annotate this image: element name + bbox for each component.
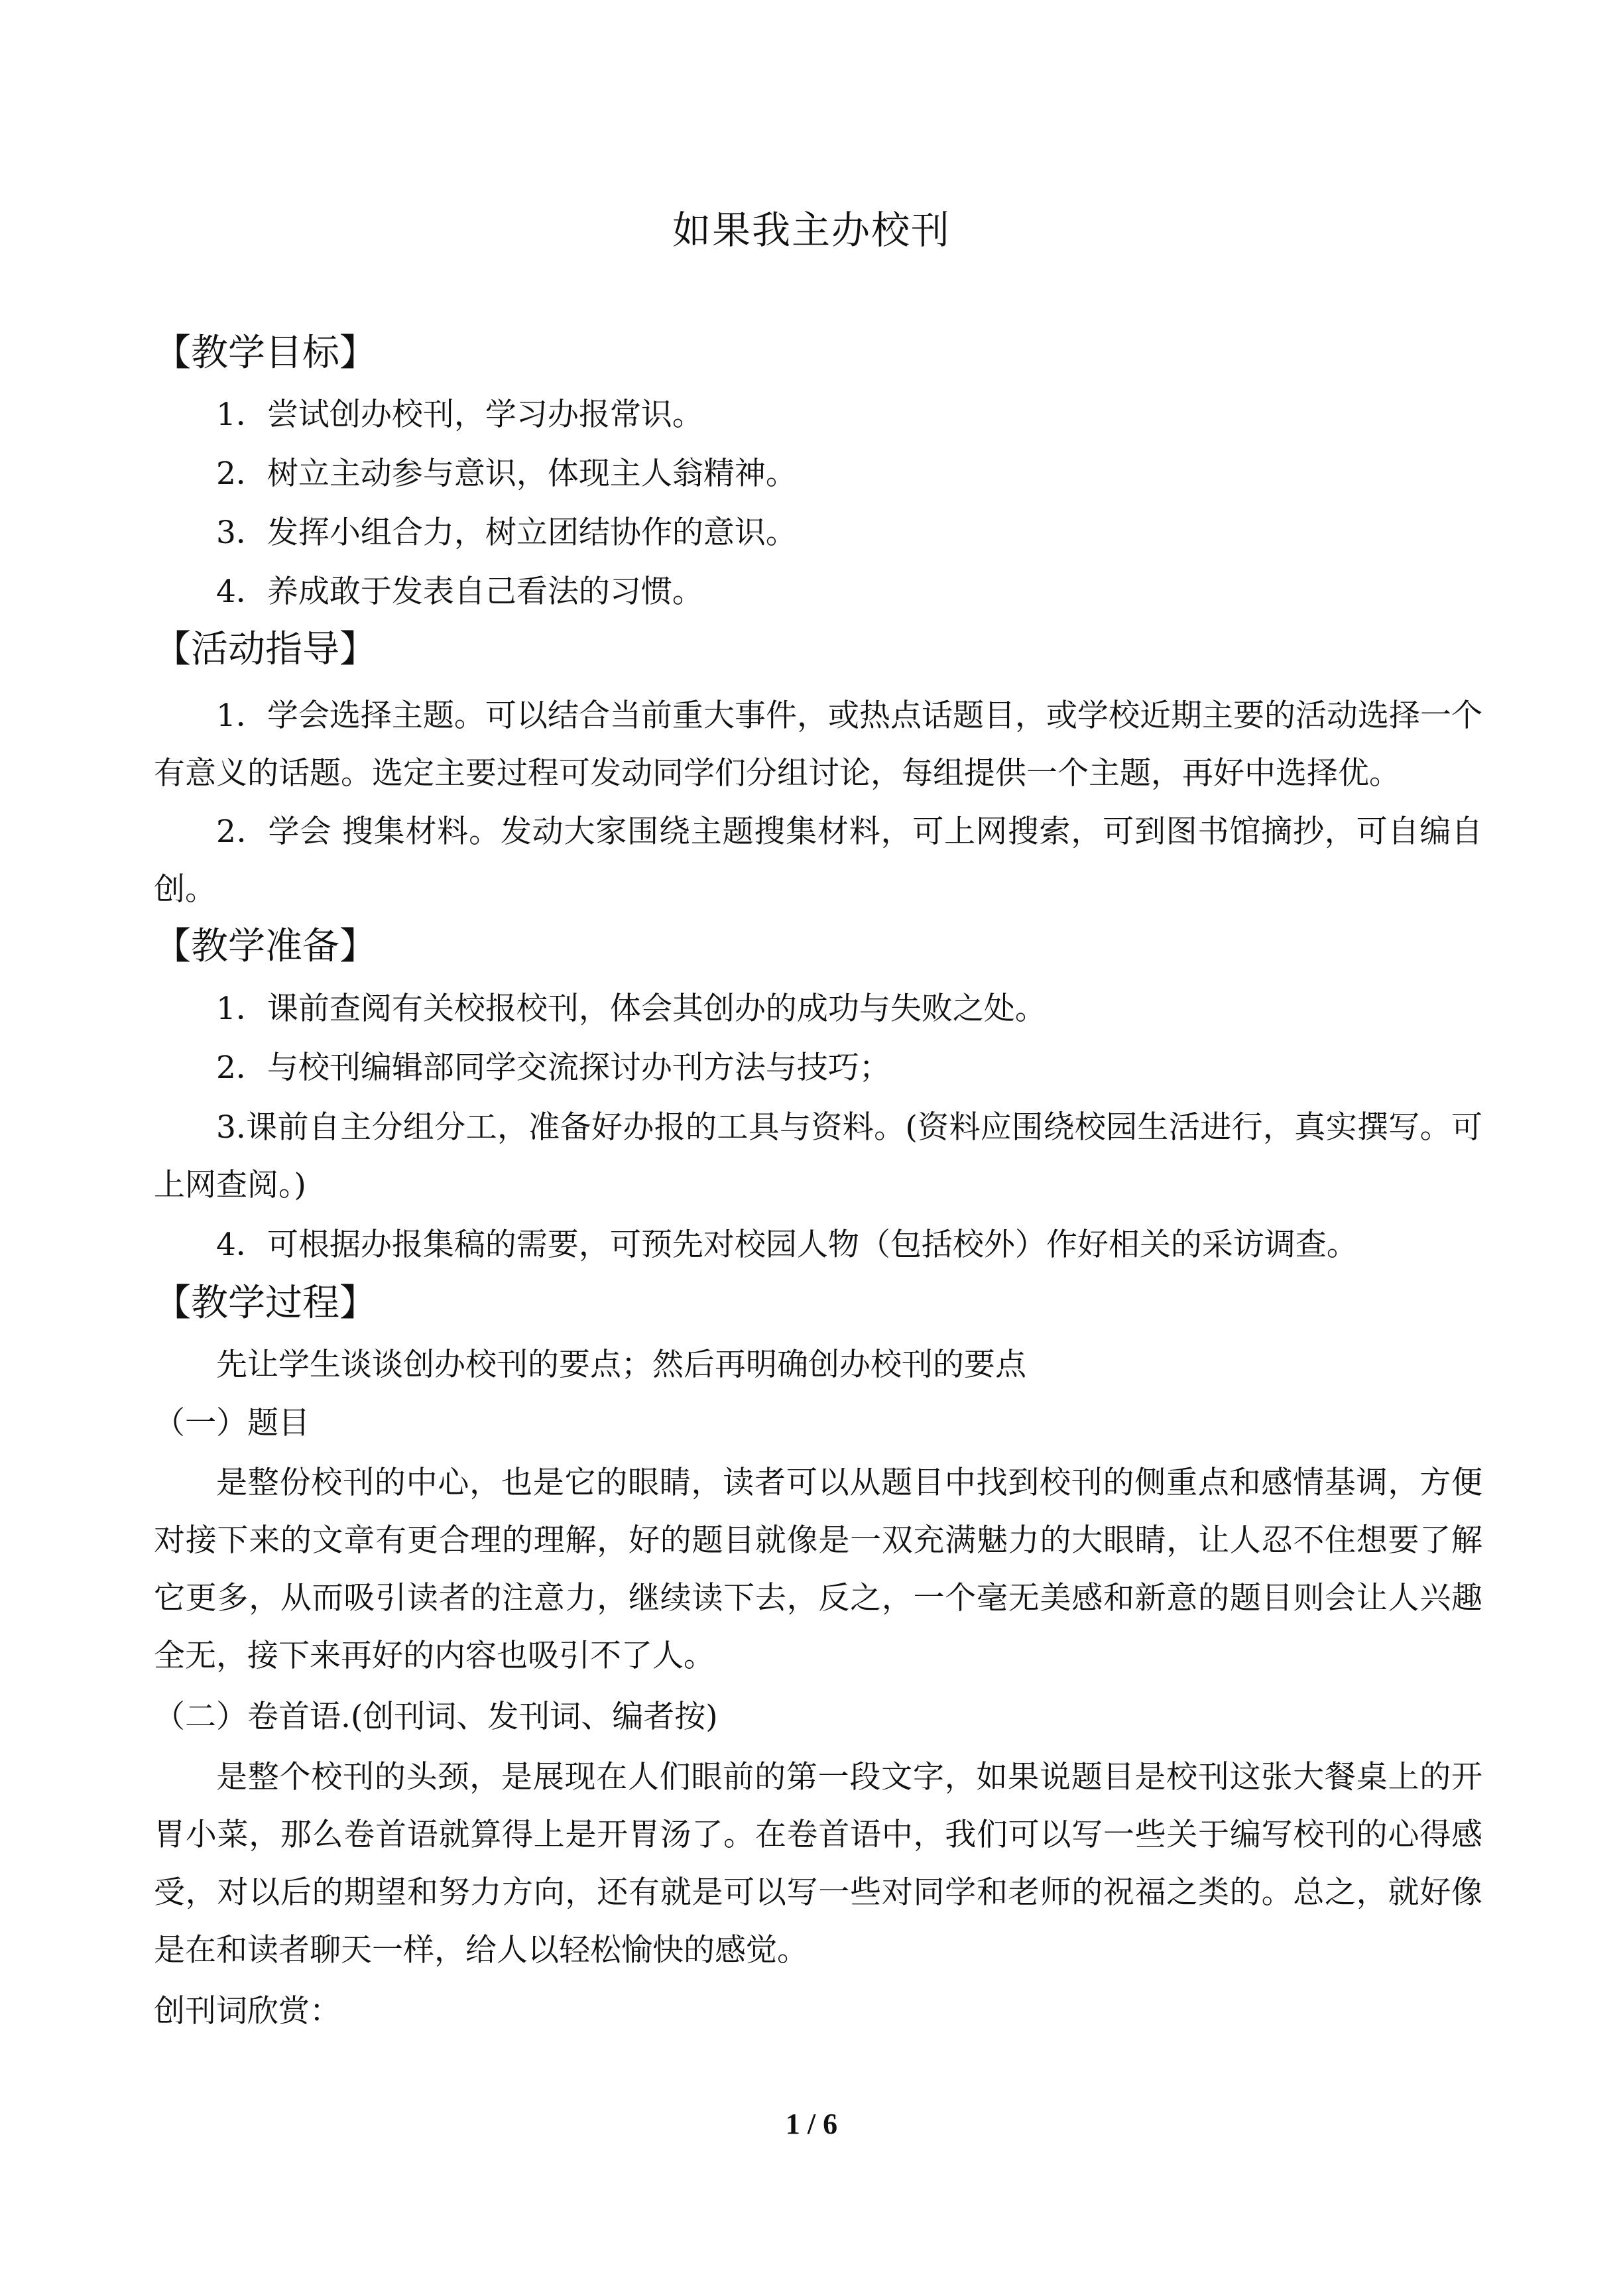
section-heading-process: 【教学过程】 xyxy=(154,1282,377,1325)
appreciation-label: 创刊词欣赏： xyxy=(154,1993,341,2029)
page-title: 如果我主办校刊 xyxy=(672,208,951,253)
section-heading-preparation: 【教学准备】 xyxy=(154,925,377,968)
list-item: 4．养成敢于发表自己看法的习惯。 xyxy=(216,574,703,610)
paragraph: 是整份校刊的中心，也是它的眼睛，读者可以从题目中找到校刊的侧重点和感情基调，方便对接下来的文章有更合理的理解，好的题目就像是一双充满魅力的大眼睛，让人忍不住想要了解它更多，从而吸引读者的注意力，继续读下去，反之，一个毫无美感和新意的题目则会让人兴趣全无，接下来再好的内容也吸引不了人。 xyxy=(154,1465,1482,1674)
list-item: 2．与校刊编辑部同学交流探讨办刊方法与技巧； xyxy=(216,1050,890,1086)
subsection-title: （二）卷首语.(创刊词、发刊词、编者按) xyxy=(154,1699,718,1735)
paragraph: 3.课前自主分组分工，准备好办报的工具与资料。(资料应围绕校园生活进行，真实撰写。可上网查阅。) xyxy=(154,1109,1482,1203)
subsection-title: （一）题目 xyxy=(154,1405,310,1441)
paragraph: 2．学会 搜集材料。发动大家围绕主题搜集材料，可上网搜索，可到图书馆摘抄，可自编自创。 xyxy=(154,814,1482,908)
section-heading-guidance: 【活动指导】 xyxy=(154,628,377,671)
paragraph: 1．学会选择主题。可以结合当前重大事件，或热点话题目，或学校近期主要的活动选择一个有意义的话题。选定主要过程可发动同学们分组讨论，每组提供一个主题，再好中选择优。 xyxy=(154,697,1482,792)
list-item: 4．可根据办报集稿的需要，可预先对校园人物（包括校外）作好相关的采访调查。 xyxy=(216,1227,1358,1263)
section-heading-goals: 【教学目标】 xyxy=(154,332,377,375)
list-item: 2．树立主动参与意识，体现主人翁精神。 xyxy=(216,455,797,492)
list-item: 1．尝试创办校刊，学习办报常识。 xyxy=(216,396,703,433)
list-item: 3．发挥小组合力，树立团结协作的意识。 xyxy=(216,514,797,551)
intro-text: 先让学生谈谈创办校刊的要点；然后再明确创办校刊的要点 xyxy=(216,1347,1026,1383)
paragraph: 是整个校刊的头颈，是展现在人们眼前的第一段文字，如果说题目是校刊这张大餐桌上的开胃小菜，那么卷首语就算得上是开胃汤了。在卷首语中，我们可以写一些关于编写校刊的心得感受，对以后的期望和努力方向，还有就是可以写一些对同学和老师的祝福之类的。总之，就好像是在和读者聊天一样，给人以轻松愉快的感觉。 xyxy=(154,1759,1482,1968)
list-item: 1．课前查阅有关校报校刊，体会其创办的成功与失败之处。 xyxy=(216,991,1046,1027)
page-number: 1 / 6 xyxy=(785,2108,838,2140)
